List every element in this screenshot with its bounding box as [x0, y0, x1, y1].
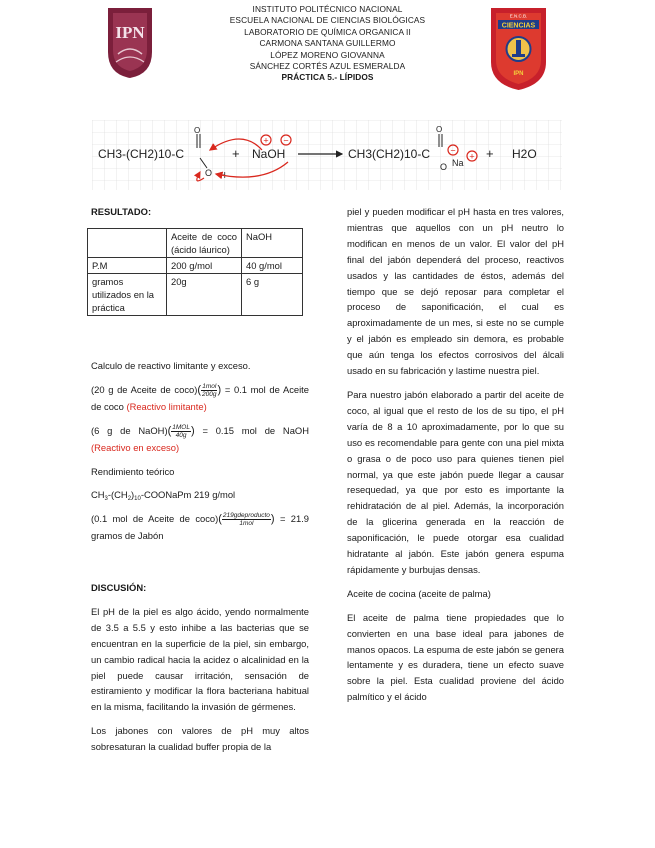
product-oxygen-charge: −	[450, 145, 456, 156]
calc3-expression: (0.1 mol de Aceite de coco)	[91, 513, 219, 525]
sodium-charge: +	[263, 135, 269, 146]
carbonyl-oxygen: O	[194, 126, 201, 135]
header-line: CARMONA SANTANA GUILLERMO	[259, 38, 396, 49]
yield-result: 21.9 gramos de Jabón	[91, 513, 310, 542]
header-line: ESCUELA NACIONAL DE CIENCIAS BIOLÓGICAS	[229, 15, 426, 26]
header-line: LABORATORIO DE QUÍMICA ORGANICA II	[244, 26, 411, 37]
discussion-heading: DISCUSIÓN:	[91, 582, 147, 593]
calculations	[91, 358, 309, 552]
table-cell: Aceite de coco (ácido láurico)	[167, 229, 242, 258]
practice-title: PRÁCTICA 5.- LÍPIDOS	[281, 72, 374, 83]
product-carbonyl-oxygen: O	[436, 125, 443, 134]
table-cell: 40 g/mol	[242, 258, 303, 274]
table-cell: 6 g	[242, 274, 303, 316]
table-cell: 200 g/mol	[167, 258, 242, 274]
calc1-fraction: $\frac{\text{1mol}}{200g}$	[202, 382, 217, 398]
ipn-logo-text: IPN	[115, 23, 145, 42]
table-row	[88, 274, 303, 316]
header-line: INSTITUTO POLITÉCNICO NACIONAL	[252, 4, 403, 14]
table-cell: P.M	[88, 258, 167, 274]
discussion-paragraph: El aceite de palma tiene propiedades que lo convierten en una base ideal para jabones de manos opacos. La espuma de este jabón se genera lentamente y es duradera, tiene un efecto suave sobre la piel. Esta cualidad proviene del ácido palmítico y el ácido	[347, 611, 564, 703]
encb-arc-text: E.N.C.B.	[509, 13, 528, 19]
palm-oil-subheading: Aceite de cocina (aceite de palma)	[347, 587, 491, 599]
product-sodium-charge: +	[469, 151, 475, 162]
encb-small-text: IPN	[513, 71, 524, 77]
document-header	[0, 4, 655, 84]
encb-logo	[485, 4, 552, 92]
calc-yield: (0.1 mol de Aceite de coco)( $\frac{\text{219gdeproducto}}{\text{1mol}}$ ) = 21.9 gramos de Jabón	[91, 512, 310, 542]
calc-limiting: (20 g de Aceite de coco)( $\frac{\text{1mol}}{200g}$ ) = 0.1 mol de Aceite de coco (Reactivo limitante)	[91, 382, 309, 412]
product-oxygen: O	[440, 162, 448, 172]
byproduct-formula: H2O	[512, 147, 537, 161]
discussion-left	[91, 580, 309, 763]
discussion-paragraph: piel y pueden modificar el pH hasta en tres valores, mientras que aquellos con un pH neutro lo modifican en menos de un valor. El valor del pH final del jabón dependerá del proceso, reactivos usados y las cantidades de éstos, además del tiempo que se dejó reposar para completar el proceso de saponificación, el cual es aproximadamente de un mes, si este no se cumple y el jabón es empleado sin demora, es probable que aún tenga los efectos corrosivos del álcali usado en su fabricación y lastime nuestra piel.	[347, 206, 564, 377]
table-cell: gramos utilizados en la práctica	[88, 274, 167, 316]
header-line: SÁNCHEZ CORTÉS AZUL ESMERALDA	[249, 61, 406, 72]
hydroxyl-hydrogen: H	[220, 171, 226, 180]
hydroxyl-oxygen: O	[205, 168, 213, 178]
results-heading: RESULTADO:	[91, 206, 152, 217]
product-sodium: Na	[452, 158, 464, 168]
calc2-expression: (6 g de NaOH)	[91, 424, 168, 436]
encb-banner-text: CIENCIAS	[501, 22, 536, 30]
calc-title: Calculo de reactivo limitante y exceso.	[91, 360, 251, 371]
calc-excess: (6 g de NaOH)( $\frac{\text{1MOL}}{40g}$ ) = 0.15 mol de NaOH (Reactivo en exceso)	[91, 423, 309, 453]
product-formula: CH3(CH2)10-C	[348, 147, 431, 161]
plus-sign: +	[232, 146, 240, 161]
discussion-right	[347, 204, 564, 713]
results-table	[87, 228, 303, 316]
yield-title: Rendimiento teórico	[91, 465, 175, 477]
hydroxide-charge: −	[283, 135, 289, 146]
calc1-expression: (20 g de Aceite de coco)	[91, 383, 198, 395]
table-cell: NaOH	[242, 229, 303, 258]
ipn-logo	[104, 4, 156, 80]
limiting-reagent-tag: (Reactivo limitante)	[126, 400, 207, 412]
header-line: LÓPEZ MORENO GIOVANNA	[270, 49, 385, 60]
discussion-paragraph: Para nuestro jabón elaborado a partir del aceite de coco, al igual que el resto de los de su tipo, el pH varía de 8 a 10 aproximadamente, por lo que su uso es recomendable para gente con una piel mixta o grasa o de poco uso para quienes tienen piel normal, ya que este jabón puede llegar a causar resequedad, ya que por esto es importante la rehidratación de al piel. Además, la incorporación de la glicerina generada en la reacción de saponificación, le puede otorgar esa cualidad hidratante al jabón. Este jabón genera espuma rápidamente y burbujas densas.	[347, 388, 564, 575]
reaction-scheme	[92, 120, 562, 190]
calc1-result: = 0.1 mol de Aceite de coco	[91, 383, 309, 412]
discussion-paragraph: El pH de la piel es algo ácido, yendo normalmente de 3.5 a 5.5 y esto inhibe a las bacterias que se encuentran en la superficie de la piel, sin embargo, un cambio radical hacia la acidez o alcalinidad en la piel puede causar irritación, sensación de estiramiento y modificar la flora bacteriana habitual en la misma, facilitando la invasión de gérmenes.	[91, 605, 309, 713]
plus-sign: +	[486, 146, 494, 161]
soap-formula: $CH_3-(CH_2)_{10}$-COONaPm 219 g/mol	[91, 489, 236, 503]
reactant-formula: CH3-(CH2)10-C	[98, 147, 185, 161]
reagent-formula: NaOH	[252, 147, 286, 161]
excess-reagent-tag: (Reactivo en exceso)	[91, 441, 180, 453]
calc3-fraction: $\frac{\text{219gdeproducto}}{\text{1mol}}$	[222, 512, 270, 528]
table-cell: 20g	[167, 274, 242, 316]
table-row	[88, 229, 303, 258]
table-row	[88, 258, 303, 274]
table-cell	[88, 229, 167, 258]
calc2-result: = 0.15 mol de NaOH	[202, 424, 309, 436]
calc2-fraction: $\frac{\text{1MOL}}{40g}$	[172, 423, 190, 439]
discussion-paragraph: Los jabones con valores de pH muy altos sobresaturan la cualidad buffer propia de la	[91, 725, 309, 753]
